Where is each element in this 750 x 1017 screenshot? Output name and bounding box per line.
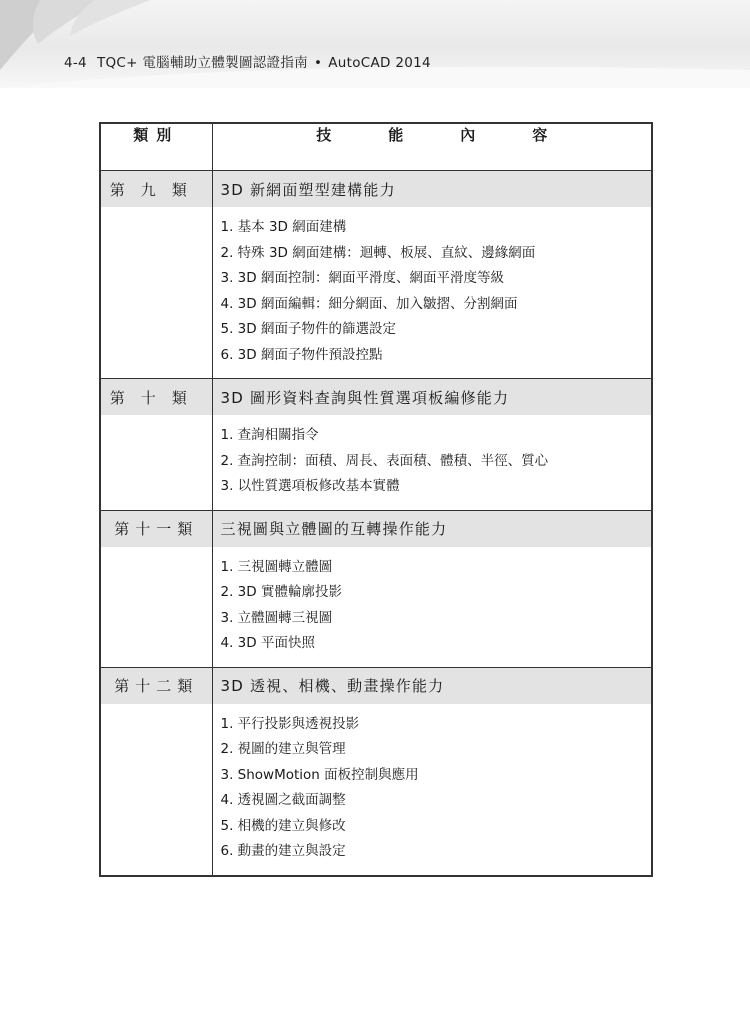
category-row	[100, 171, 652, 208]
list-item: 3. 立體圖轉三視圖	[220, 609, 333, 626]
column-header-category: 類別	[100, 123, 212, 171]
category-row	[100, 667, 652, 704]
column-header-content: 技 能 內 容	[212, 123, 652, 171]
software-name: AutoCAD 2014	[328, 55, 431, 71]
book-title: TQC+ 電腦輔助立體製圖認證指南	[96, 55, 308, 71]
category-row	[100, 510, 652, 547]
list-item: 1. 三視圖轉立體圖	[220, 558, 333, 575]
page-number: 4-4	[64, 55, 87, 71]
list-item: 4. 3D 平面快照	[220, 635, 315, 651]
header-separator: •	[313, 55, 323, 71]
header-swoosh-decoration	[0, 0, 750, 88]
list-item: 2. 查詢控制：面積、周長、表面積、體積、半徑、質心	[220, 452, 549, 469]
page-header	[0, 0, 750, 88]
category-name: 第十類	[100, 379, 212, 416]
table-header-row	[100, 123, 652, 171]
items-row	[100, 207, 652, 379]
category-name: 第十一類	[100, 510, 212, 547]
category-title: 3D 透視、相機、動畫操作能力	[212, 667, 652, 704]
list-item: 2. 特殊 3D 網面建構：迴轉、板展、直紋、邊緣網面	[220, 244, 536, 261]
category-title: 三視圖與立體圖的互轉操作能力	[212, 510, 652, 547]
category-title: 3D 圖形資料查詢與性質選項板編修能力	[212, 379, 652, 416]
list-item: 5. 相機的建立與修改	[220, 817, 346, 834]
list-item: 3. ShowMotion 面板控制與應用	[220, 766, 419, 783]
category-row	[100, 379, 652, 416]
list-item: 1. 查詢相關指令	[220, 427, 319, 443]
category-name: 第十二類	[100, 667, 212, 704]
category-title: 3D 新網面塑型建構能力	[212, 171, 652, 208]
list-item: 3. 以性質選項板修改基本實體	[220, 478, 400, 494]
skill-list	[221, 712, 652, 865]
skills-table	[99, 122, 653, 877]
items-row	[100, 547, 652, 668]
list-item: 6. 動畫的建立與設定	[220, 843, 346, 859]
list-item: 5. 3D 網面子物件的篩選設定	[220, 321, 396, 337]
running-header	[64, 51, 431, 71]
list-item: 6. 3D 網面子物件預設控點	[220, 346, 383, 363]
category-name: 第九類	[100, 171, 212, 208]
skill-list	[221, 215, 652, 368]
list-item: 1. 基本 3D 網面建構	[220, 219, 347, 235]
skill-list	[221, 423, 652, 500]
list-item: 3. 3D 網面控制：網面平滑度、網面平滑度等級	[220, 270, 504, 286]
list-item: 4. 3D 網面編輯：細分網面、加入皺摺、分割網面	[220, 295, 518, 312]
list-item: 2. 3D 實體輪廓投影	[220, 584, 342, 600]
items-row	[100, 704, 652, 876]
list-item: 1. 平行投影與透視投影	[220, 715, 360, 732]
items-row	[100, 415, 652, 510]
list-item: 4. 透視圖之截面調整	[220, 792, 346, 808]
list-item: 2. 視圖的建立與管理	[220, 741, 346, 757]
skill-list	[221, 555, 652, 657]
